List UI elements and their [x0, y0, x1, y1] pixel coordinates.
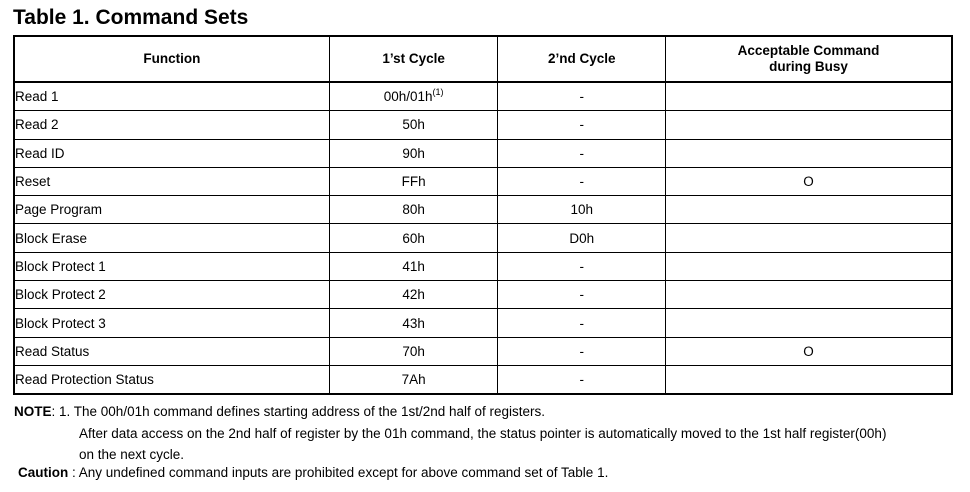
cell-second-cycle: -: [498, 167, 666, 195]
cell-second-cycle: -: [498, 281, 666, 309]
header-acceptable-line1: Acceptable Command: [737, 43, 880, 58]
cell-second-cycle: -: [498, 139, 666, 167]
caution-label: Caution: [18, 465, 69, 480]
cell-busy: O: [666, 337, 952, 365]
table-row: [14, 167, 952, 195]
table-note: [14, 401, 886, 466]
cell-function: Reset: [14, 167, 329, 195]
cell-busy: [666, 139, 952, 167]
header-function: Function: [14, 36, 329, 82]
table-title: Table 1. Command Sets: [13, 6, 249, 29]
table-row: [14, 309, 952, 337]
table-row: [14, 82, 952, 111]
cell-busy: [666, 309, 952, 337]
cell-first-cycle: 7Ah: [329, 365, 498, 394]
table-row: [14, 196, 952, 224]
note-line-1: [14, 401, 886, 423]
cell-busy: [666, 281, 952, 309]
header-acceptable-line2: during Busy: [769, 59, 848, 74]
table-row: [14, 252, 952, 280]
cell-first-cycle: [329, 82, 498, 111]
header-second-cycle: 2’nd Cycle: [498, 36, 666, 82]
footnote-ref: (1): [432, 87, 444, 98]
cell-function: Block Protect 2: [14, 281, 329, 309]
cell-second-cycle: -: [498, 82, 666, 111]
cell-second-cycle: D0h: [498, 224, 666, 252]
command-sets-table: [13, 35, 953, 395]
cell-first-cycle: 90h: [329, 139, 498, 167]
table-header-row: [14, 36, 952, 82]
cell-first-cycle: 70h: [329, 337, 498, 365]
cell-second-cycle: -: [498, 337, 666, 365]
cell-second-cycle: -: [498, 252, 666, 280]
caution-note: [18, 465, 608, 480]
cell-first-cycle: FFh: [329, 167, 498, 195]
cell-busy: [666, 252, 952, 280]
cell-busy: [666, 111, 952, 139]
table-row: [14, 337, 952, 365]
cell-function: Read ID: [14, 139, 329, 167]
cell-first-cycle: 42h: [329, 281, 498, 309]
cell-function: Read 2: [14, 111, 329, 139]
table-row: [14, 139, 952, 167]
note-text-1: : 1. The 00h/01h command defines starting address of the 1st/2nd half of registers.: [51, 404, 546, 419]
cell-busy: [666, 196, 952, 224]
table-row: [14, 281, 952, 309]
cell-busy: O: [666, 167, 952, 195]
cell-first-cycle: 41h: [329, 252, 498, 280]
header-first-cycle: 1’st Cycle: [329, 36, 498, 82]
cell-second-cycle: -: [498, 309, 666, 337]
cell-function: Block Protect 3: [14, 309, 329, 337]
cell-busy: [666, 365, 952, 394]
cell-second-cycle: -: [498, 111, 666, 139]
cell-busy: [666, 82, 952, 111]
header-acceptable-during-busy: [666, 36, 952, 82]
table-row: [14, 224, 952, 252]
note-label: NOTE: [14, 404, 52, 419]
cell-first-cycle: 80h: [329, 196, 498, 224]
table-row: [14, 365, 952, 394]
cell-function: Block Erase: [14, 224, 329, 252]
cell-second-cycle: 10h: [498, 196, 666, 224]
note-line-3: on the next cycle.: [79, 447, 185, 462]
cell-second-cycle: -: [498, 365, 666, 394]
note-line-2: After data access on the 2nd half of register by the 01h command, the status pointer is automatically moved to the 1st half register(00h): [79, 425, 887, 441]
cell-first-cycle: 60h: [329, 224, 498, 252]
cell-function: Block Protect 1: [14, 252, 329, 280]
cell-function: Read Protection Status: [14, 365, 329, 394]
cell-first-cycle: 43h: [329, 309, 498, 337]
cell-first-cycle-value: 00h/01h: [383, 89, 433, 105]
cell-function: Read 1: [14, 82, 329, 111]
cell-function: Read Status: [14, 337, 329, 365]
cell-function: Page Program: [14, 196, 329, 224]
caution-text: : Any undefined command inputs are prohibited except for above command set of Table 1.: [68, 465, 609, 480]
table-row: [14, 111, 952, 139]
cell-first-cycle: 50h: [329, 111, 498, 139]
cell-busy: [666, 224, 952, 252]
